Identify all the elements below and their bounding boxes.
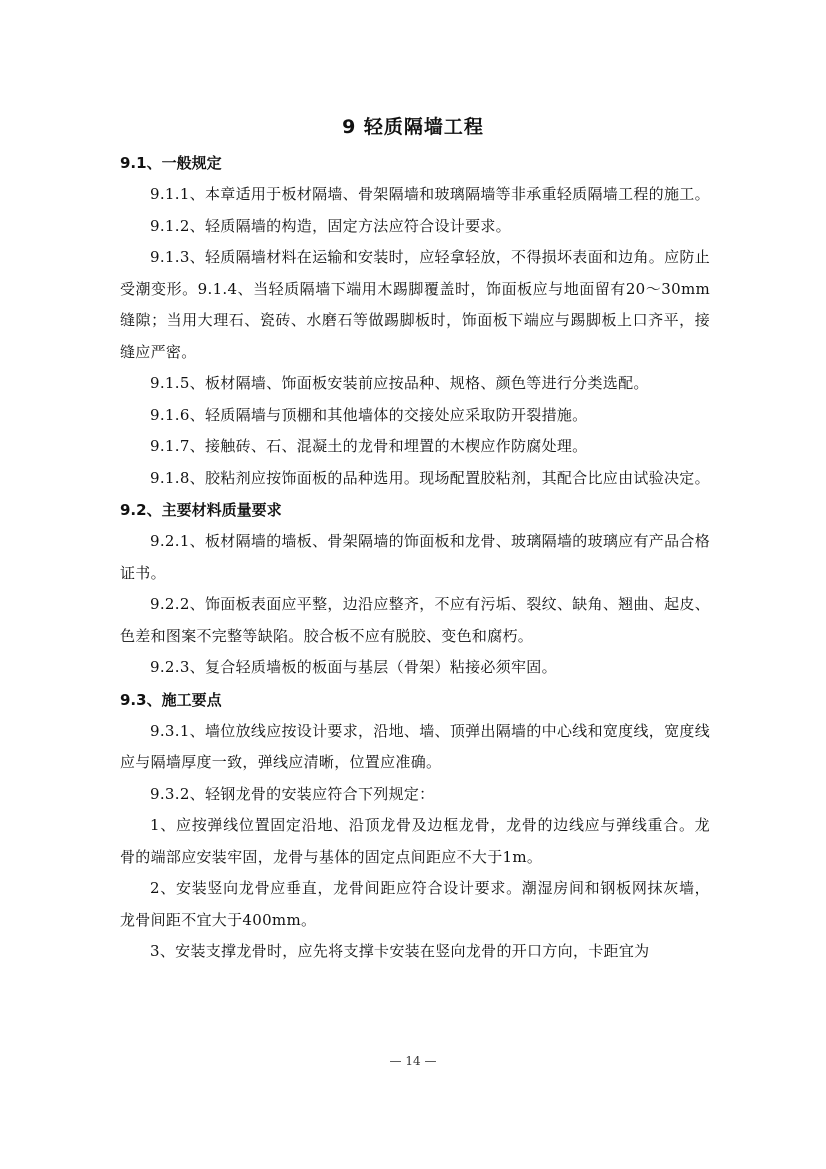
- section-heading: 9.3、施工要点: [120, 690, 222, 709]
- paragraph: 9.1.6、轻质隔墙与顶棚和其他墙体的交接处应采取防开裂措施。: [150, 405, 588, 424]
- paragraph: 9.1.5、板材隔墙、饰面板安装前应按品种、规格、颜色等进行分类选配。: [150, 374, 649, 392]
- paragraph: 9.1.1、本章适用于板材隔墙、骨架隔墙和玻璃隔墙等非承重轻质隔墙工程的施工。: [150, 185, 710, 203]
- paragraph: 9.1.2、轻质隔墙的构造，固定方法应符合设计要求。: [150, 216, 511, 235]
- paragraph: 2、安装竖向龙骨应垂直，龙骨间距应符合设计要求。潮湿房间和钢板网抹灰墙，龙骨间距不宜大于400mm。: [120, 879, 710, 929]
- paragraph: 3、安装支撑龙骨时，应先将支撑卡安装在竖向龙骨的开口方向，卡距宜为: [150, 942, 650, 960]
- page-number: — 14 —: [389, 1054, 437, 1068]
- paragraph: 9.2.2、饰面板表面应平整，边沿应整齐，不应有污垢、裂纹、缺角、翘曲、起皮、色差和图案不完整等缺陷。胶合板不应有脱胶、变色和腐朽。: [120, 595, 710, 645]
- document-body: [120, 147, 710, 968]
- paragraph: 9.1.3、轻质隔墙材料在运输和安装时，应轻拿轻放，不得损坏表面和边角。应防止受潮变形。9.1.4、当轻质隔墙下端用木踢脚覆盖时，饰面板应与地面留有20～30mm缝隙；当用大理石、瓷砖、水磨石等做踢脚板时，饰面板下端应与踢脚板上口齐平，接缝应严密。: [120, 248, 710, 361]
- paragraph: 9.2.3、复合轻质墙板的板面与基层（骨架）粘接必须牢固。: [150, 658, 557, 676]
- section-heading: 9.2、主要材料质量要求: [120, 501, 282, 519]
- paragraph: 9.3.2、轻钢龙骨的安装应符合下列规定：: [150, 784, 435, 803]
- paragraph: 9.1.7、接触砖、石、混凝土的龙骨和埋置的木楔应作防腐处理。: [150, 437, 588, 455]
- paragraph: 9.2.1、板材隔墙的墙板、骨架隔墙的饰面板和龙骨、玻璃隔墙的玻璃应有产品合格证书。: [120, 532, 710, 582]
- paragraph: 1、应按弹线位置固定沿地、沿顶龙骨及边框龙骨，龙骨的边线应与弹线重合。龙骨的端部应安装牢固，龙骨与基体的固定点间距应不大于1m。: [120, 816, 710, 866]
- section-heading: 9.1、一般规定: [120, 154, 222, 172]
- paragraph: 9.1.8、胶粘剂应按饰面板的品种选用。现场配置胶粘剂，其配合比应由试验决定。: [150, 468, 710, 487]
- page-title: 9 轻质隔墙工程: [342, 116, 484, 138]
- paragraph: 9.3.1、墙位放线应按设计要求，沿地、墙、顶弹出隔墙的中心线和宽度线，宽度线应与隔墙厚度一致，弹线应清晰，位置应准确。: [120, 721, 710, 771]
